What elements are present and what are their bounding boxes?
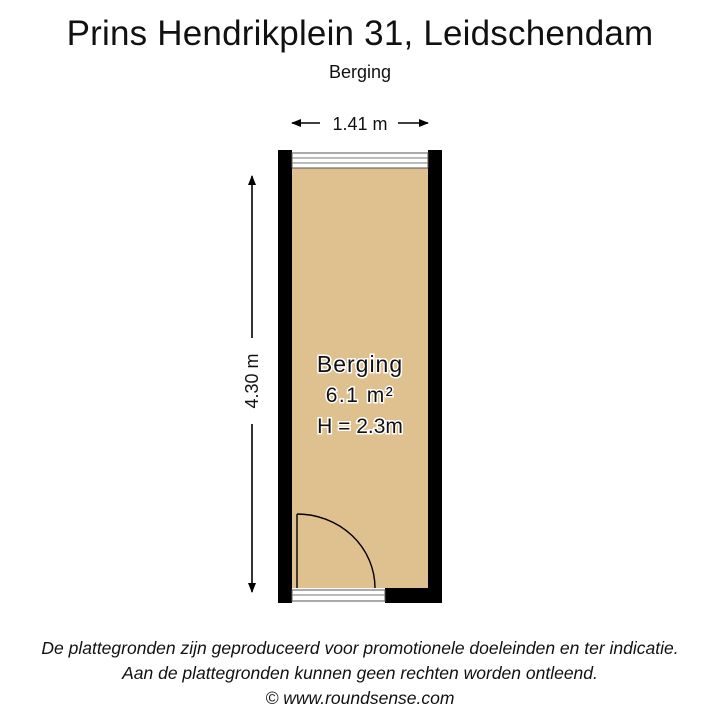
plan-title: Prins Hendrikplein 31, Leidschendam [66,14,654,53]
copyright-line: © www.roundsense.com [265,688,455,708]
wall-left [278,150,292,603]
window-top [292,153,428,168]
width-label: 1.41 m [332,114,388,134]
room-area: 6.1 m² [325,384,395,407]
disclaimer-line-2: Aan de plattegronden kunnen geen rechten worden ontleend. [122,663,598,683]
room-label [317,351,403,438]
width-dimension [292,114,428,134]
room-floor [292,168,428,588]
room-height: H = 2.3m [317,415,403,438]
window-frame [292,153,428,168]
room-name: Berging [316,351,404,377]
wall-bottom-right [385,588,428,603]
height-dimension [242,176,262,592]
height-label: 4.30 m [242,353,262,409]
disclaimer [0,636,720,711]
wall-right [428,150,442,603]
door-threshold [292,590,385,601]
plan-subtitle: Berging [328,62,392,82]
disclaimer-line-1: De plattegronden zijn geproduceerd voor promotionele doeleinden en ter indicatie. [41,638,679,658]
